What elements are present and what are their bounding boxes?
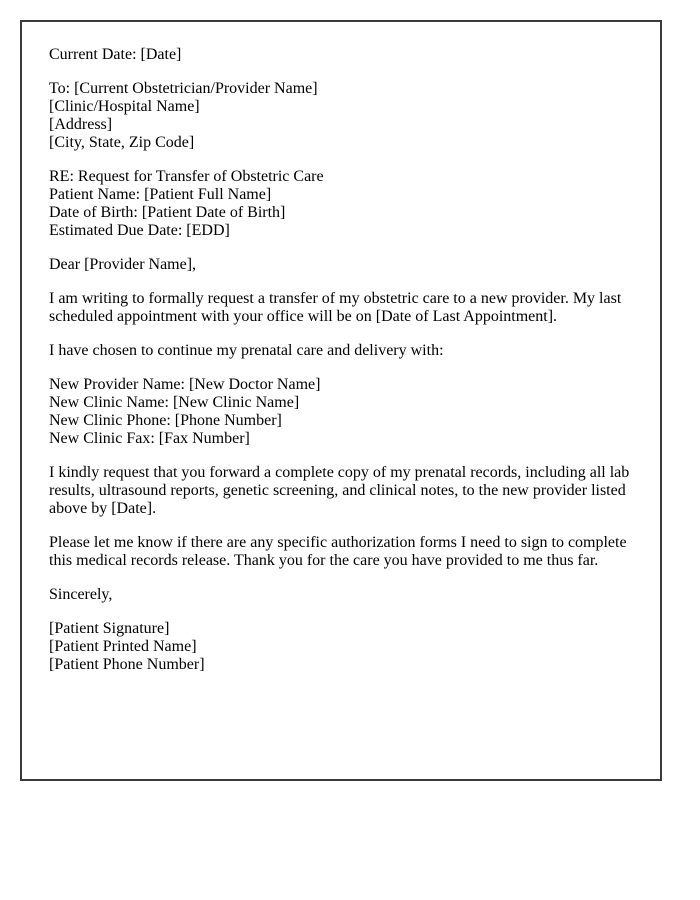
recipient-to-line: To: [Current Obstetrician/Provider Name]	[49, 80, 318, 97]
signature-phone-line: [Patient Phone Number]	[49, 656, 205, 673]
subject-block	[49, 168, 634, 240]
signature-line: [Patient Signature]	[49, 620, 170, 637]
new-provider-phone-line: New Clinic Phone: [Phone Number]	[49, 412, 282, 429]
letter-body	[22, 22, 660, 674]
new-provider-block	[49, 376, 634, 448]
subject-edd-line: Estimated Due Date: [EDD]	[49, 222, 230, 239]
subject-dob-line: Date of Birth: [Patient Date of Birth]	[49, 204, 286, 221]
closing-line: Sincerely,	[49, 586, 113, 603]
printed-name-line: [Patient Printed Name]	[49, 638, 197, 655]
signature-block	[49, 620, 634, 674]
recipient-city-line: [City, State, Zip Code]	[49, 134, 195, 151]
new-provider-fax-line: New Clinic Fax: [Fax Number]	[49, 430, 250, 447]
intro-paragraph: I am writing to formally request a transfer of my obstetric care to a new provider. My last scheduled appointment with your office will be on [Date of Last Appointment].	[49, 290, 622, 325]
chosen-provider-paragraph: I have chosen to continue my prenatal care and delivery with:	[49, 342, 444, 359]
recipient-clinic-line: [Clinic/Hospital Name]	[49, 98, 200, 115]
records-request-paragraph: I kindly request that you forward a complete copy of my prenatal records, including all lab results, ultrasound reports, genetic screening, and clinical notes, to the new provider listed above by [Date].	[49, 464, 630, 517]
new-provider-name-line: New Provider Name: [New Doctor Name]	[49, 376, 321, 393]
recipient-address-line: [Address]	[49, 116, 113, 133]
new-provider-clinic-line: New Clinic Name: [New Clinic Name]	[49, 394, 300, 411]
authorization-paragraph: Please let me know if there are any specific authorization forms I need to sign to complete this medical records release. Thank you for the care you have provided to me thus far.	[49, 534, 627, 569]
current-date-line: Current Date: [Date]	[49, 46, 182, 63]
recipient-address-block	[49, 80, 634, 152]
subject-patient-name-line: Patient Name: [Patient Full Name]	[49, 186, 272, 203]
subject-re-line: RE: Request for Transfer of Obstetric Care	[49, 168, 324, 185]
salutation-line: Dear [Provider Name],	[49, 256, 197, 273]
letter-border-frame	[20, 20, 662, 781]
